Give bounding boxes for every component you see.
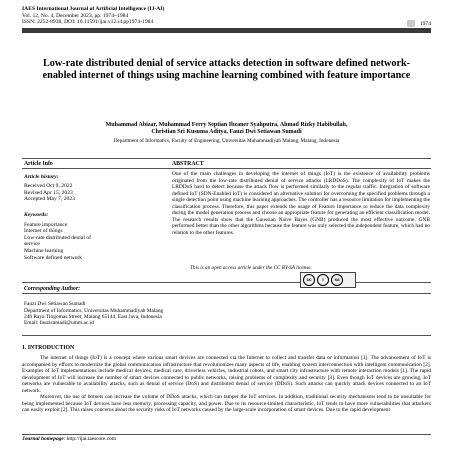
intro-paragraph: The internet of things (IoT) is a concept where various smart devices are connected via the Internet to collect and transfer data or information [1]. The advancement of IoT is accompanied by efforts to modernize the global communication infrastructure that revolutionizes many aspects of life, enabling system interconnection with intelligent communication [2]. Examples of IoT implementations include medical devices, medical care, driverless vehicles, industrial robots, and smart city infrastructure with remote interaction models [1]. The rapid development of IoT will increase the number of smart devices connected to public networks, raising problems of complexity and security [3]. Even though IoT devices are growing, IoT networks are vulnerable to availability attacks, such as denial of service (DoS) and distributed denial of service (DDoS). Such attacks can quickly attack devices connected to an IoT network. [22,355,431,394]
corresponding-line: 246 Raya Tlogomas Street, Malang 65144, East Java, Indonesia [24,313,162,320]
keywords-label: Keywords: [24,211,49,218]
corresponding-line: Fauzi Dwi Setiawan Sumadi [24,301,86,308]
history-item: Revised Apr 15, 2023 [24,189,73,196]
corresponding-author [24,286,428,326]
divider [22,335,431,336]
author-line: Muhammad Abizar, Muhammad Ferry Septian Ibzaner Syahputra, Ahmad Rizky Habibullah, [105,122,348,128]
license-text: This is an open access article under the CC BY-SA license. [190,265,312,271]
introduction-section [22,345,431,414]
keyword: Internet of things [24,228,63,235]
author-line: Christian Sri Kusuma Aditya, Fauzi Dwi Setiawan Sumadi [151,129,302,136]
keyword: Machine learning [24,247,64,254]
article-info [24,161,170,261]
keyword: Software defined network [24,254,83,261]
homepage-url[interactable]: : http://ijai.iaescore.com [63,436,117,442]
intro-paragraph: Moreover, the use of botnets can increase the volume of DDoS attacks, which can tamper the IoT services. In addition, traditional security mechanisms tend to be unsuitable for being implemented because IoT devices have less memory, processing capacity, and power. Due to its resource-limited characteristic, IoT tends to have more vulnerabilities that attackers can easily exploit [2]. This raises concerns about the security risks of IoT networks caused by the large-scale incorporation of smart devices. Due to the rapid development [22,394,431,414]
page-number: 1974 [419,21,431,27]
keyword: Low-rate distributed denial of [24,234,91,241]
corresponding-line: Department of Informatics, Universitas Muhammadiyah Malang [24,307,164,314]
article-info-heading: Article Info [24,161,53,167]
history-label: Article history: [24,173,59,180]
abstract-heading: ABSTRACT [172,161,204,167]
journal-title: IAES International Journal of Artificial Intelligence (IJ-AI) [22,6,165,12]
introduction-heading: 1. INTRODUCTION [22,345,75,351]
corresponding-heading: Corresponding Author: [24,286,81,292]
paper-title: Low-rate distributed denial of service attacks detection in software defined network-enabled internet of things using machine learning combined with feature importance [42,58,411,81]
journal-issn: ISSN: 2252-8938, DOI: 10.11591/ijai.v12.i4.pp1974-1984 [22,19,154,26]
abstract-text: One of the main challenges in developing the internet of things (IoT) is the existence of availability problems originated from the low-rate distributed denial of service attacks (LRDDoS). The complexity of IoT makes the LRDDoS hard to detect because the attack flow is performed similarly to the regular traffic. Integration of software defined IoT (SDN-Enabled IoT) is considered an alternative solution for overcoming the specified problems through a single detection point using machine learning approaches. The controller has a resource limitation for implementing the classification process. Therefore, this paper extends the usage of Feature Importance to reduce the data complexity during the model generation process and choose an appropriate feature for generating an efficient classification model. The research results show that the Gaussian Naive Bayes (GNB) produced the most effective outcome. GNB performed better than the other algorithms because the feature was only selected the independent feature, which had no relation to the other features. [172,171,430,236]
divider [22,158,431,159]
journal-logo-icon [407,20,415,27]
author-list [40,122,413,137]
header-bar [22,28,431,33]
by-icon: i [317,274,329,286]
affiliation: Department of Informatics, Faculty of Engineering, Universitas Muhammadiyah Malang, Malang, Indonesia [113,138,340,144]
page-footer [22,434,431,442]
corresponding-email: Email: fauzisumadi@umm.ac.id [24,320,94,327]
keyword: service [24,241,40,248]
history-item: Accepted May 7, 2023 [24,196,75,203]
journal-volume: Vol. 12, No. 4, December 2023, pp. 1974~1984 [22,12,129,19]
history-item: Received Oct 9, 2022 [24,183,73,190]
homepage-label: Journal homepage [22,436,64,442]
abstract [172,161,430,236]
cc-icon: cc [303,274,315,286]
sa-icon: sa [331,274,343,286]
keyword: Feature importance [24,221,68,228]
divider [22,282,431,283]
journal-header [22,6,164,26]
